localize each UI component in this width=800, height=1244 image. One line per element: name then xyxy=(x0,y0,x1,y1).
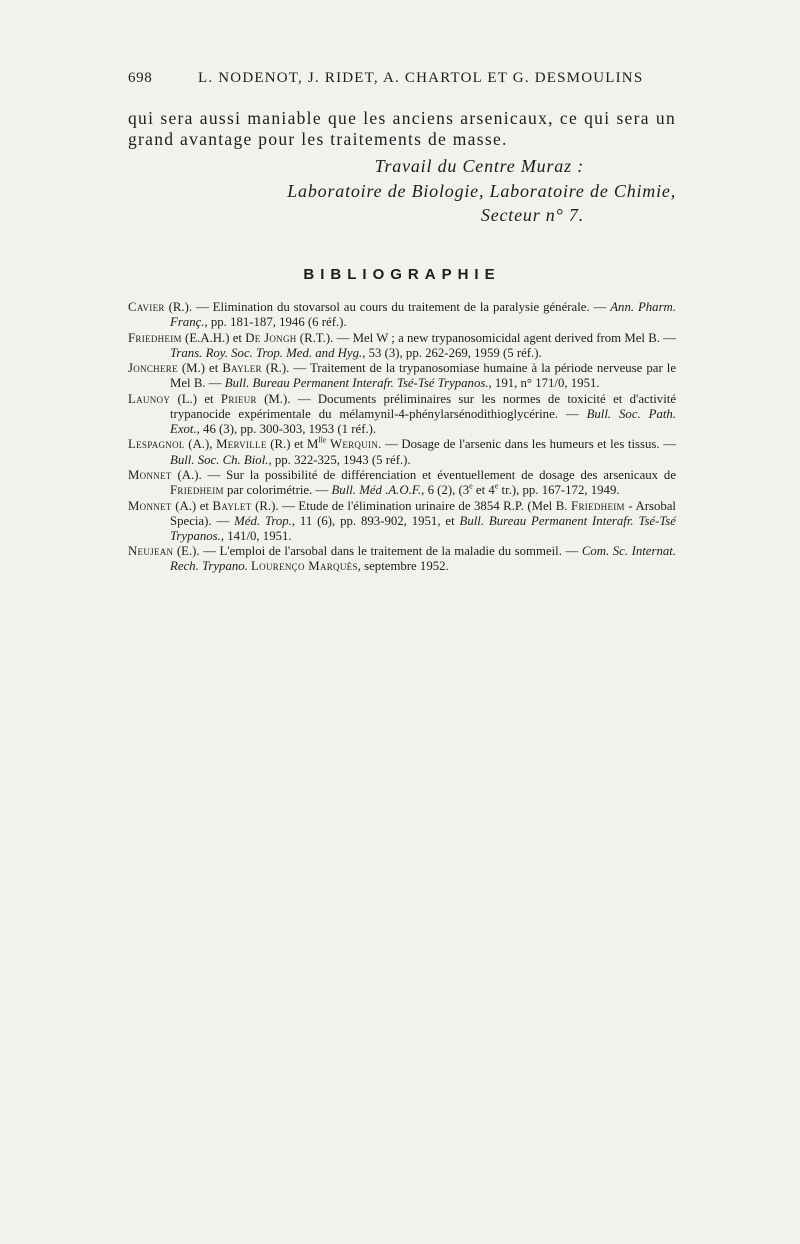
reference-journal: Bull. Méd .A.O.F. xyxy=(331,483,422,498)
reference-author: Cavier xyxy=(128,300,165,314)
reference-text: , septembre 1952. xyxy=(357,559,449,574)
reference-entry xyxy=(128,392,676,437)
affiliation-line-3: Secteur n° 7. xyxy=(480,205,584,225)
reference-entry xyxy=(128,300,676,330)
reference-text: par colorimétrie. — xyxy=(223,483,332,498)
reference-text: (L.) et xyxy=(170,391,221,406)
reference-text: (R.T.). — Mel W ; a new trypanosomicidal agent derived from Mel B. — xyxy=(296,330,676,345)
reference-journal: Bull. Soc. Ch. Biol. xyxy=(170,452,269,467)
reference-author: Friedheim xyxy=(170,483,224,498)
reference-text: , 11 (6), pp. 893-902, 1951, et xyxy=(291,513,460,528)
reference-journal: Ann. Pharm. Franç. xyxy=(170,300,676,330)
reference-text: (M.) et xyxy=(177,361,223,376)
reference-text: (M.). — Documents préliminaires sur les normes de toxicité et d'activité trypanocide expérimentale du mélamynil-4-phénylarsénodithioglycérine. — xyxy=(170,391,676,421)
reference-author: Prieur xyxy=(220,391,257,406)
reference-author: De Jongh xyxy=(245,330,297,345)
body-paragraph: qui sera aussi maniable que les anciens arsenicaux, ce qui sera un grand avantage pour les traitements de masse. xyxy=(128,108,676,149)
reference-journal: Bull. Bureau Permanent Interafr. Tsé-Tsé Trypanos. xyxy=(170,513,676,543)
reference-journal: Trans. Roy. Soc. Trop. Med. and Hyg. xyxy=(170,345,363,360)
reference-list xyxy=(128,300,676,575)
reference-author: Lespagnol xyxy=(128,437,185,452)
reference-author: Monnet xyxy=(128,467,172,482)
reference-text: , 6 (2), (3 xyxy=(421,483,470,498)
reference-text: , pp. 322-325, 1943 (5 réf.). xyxy=(268,452,411,467)
reference-text: , 53 (3), pp. 262-269, 1959 (5 réf.). xyxy=(362,345,542,360)
affiliation-line-2: Laboratoire de Biologie, Laboratoire de Chimie, xyxy=(287,181,676,201)
page-number: 698 xyxy=(128,70,153,86)
reference-text: et 4 xyxy=(472,483,495,498)
reference-text: (A.). — Sur la possibilité de différenciation et éventuellement de dosage des arsenicaux de xyxy=(171,467,676,482)
reference-author: Monnet xyxy=(128,498,172,513)
reference-author: Launoy xyxy=(128,391,171,406)
reference-text: (R.). — Traitement de la trypanosomiase humaine à la période nerveuse par le Mel B. — xyxy=(170,361,676,391)
reference-text: e xyxy=(469,481,473,491)
running-head xyxy=(128,70,668,87)
reference-text: (R.) et M xyxy=(266,437,319,452)
reference-text: (E.). — L'emploi de l'arsobal dans le traitement de la maladie du sommeil. — xyxy=(173,544,582,559)
reference-text: , 141/0, 1951. xyxy=(220,528,292,543)
reference-text: , 46 (3), pp. 300-303, 1953 (1 réf.). xyxy=(196,421,377,436)
bibliography-heading: BIBLIOGRAPHIE xyxy=(303,266,501,283)
reference-text: (R.). — Etude de l'élimination urinaire de 3854 R.P. (Mel B. xyxy=(251,498,572,513)
reference-author: Merville xyxy=(216,437,267,452)
reference-author: Jonchere xyxy=(128,361,178,376)
reference-journal: Bull. Soc. Path. Exot. xyxy=(170,406,676,436)
reference-text: , 191, n° 171/0, 1951. xyxy=(488,376,600,391)
reference-text: . — Dosage de l'arsenic dans les humeurs et les tissus. — xyxy=(378,437,676,452)
reference-text: lle xyxy=(318,436,327,446)
reference-author: Bayler xyxy=(222,361,262,376)
reference-entry xyxy=(128,544,676,574)
reference-author: Neujean xyxy=(128,544,174,559)
reference-entry xyxy=(128,468,676,498)
reference-journal: Com. Sc. Internat. Rech. Trypano. xyxy=(170,544,676,574)
reference-author: Werquin xyxy=(329,437,379,452)
reference-author: Baylet xyxy=(212,498,252,513)
reference-text: - Arsobal Specia). — xyxy=(170,498,676,528)
running-head-authors: L. NODENOT, J. RIDET, A. CHARTOL ET G. DESMOULINS xyxy=(198,70,644,86)
reference-text: (A.), xyxy=(184,437,217,452)
reference-text: tr.), pp. 167-172, 1949. xyxy=(498,483,620,498)
reference-author: Lourenço Marquès xyxy=(251,559,358,574)
reference-text: (R.). — Elimination du stovarsol au cours du traitement de la paralysie générale. — xyxy=(164,300,611,314)
reference-journal: Bull. Bureau Permanent Interafr. Tsé-Tsé Trypanos. xyxy=(224,376,489,391)
reference-text: (A.) et xyxy=(171,498,213,513)
affiliation-line-1: Travail du Centre Muraz : xyxy=(374,156,584,176)
reference-journal: Méd. Trop. xyxy=(234,513,292,528)
reference-entry xyxy=(128,361,676,391)
reference-text: (E.A.H.) et xyxy=(181,330,246,345)
reference-entry xyxy=(128,331,676,361)
reference-entry xyxy=(128,499,676,544)
reference-text: , pp. 181-187, 1946 (6 réf.). xyxy=(204,315,347,330)
reference-author: Friedheim xyxy=(571,498,625,513)
reference-entry xyxy=(128,437,676,467)
reference-author: Friedheim xyxy=(128,330,182,345)
reference-text: e xyxy=(494,481,499,491)
